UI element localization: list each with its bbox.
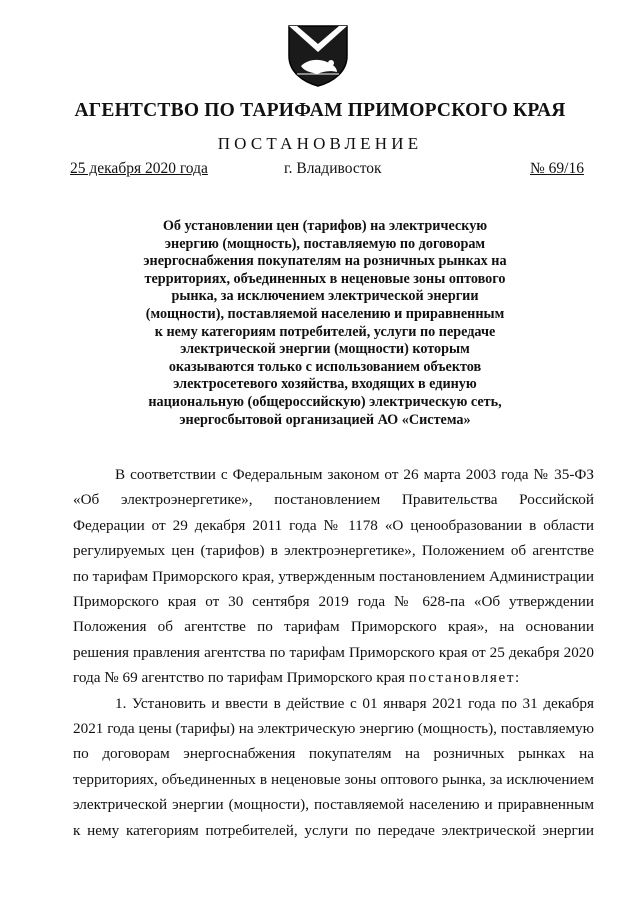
title-line: энергию (мощность), поставляемую по договорам xyxy=(164,235,486,252)
body-line: решения правления агентства по тарифам Приморского края от 25 декабря 2020 xyxy=(73,643,594,661)
body-line: В соответствии с Федеральным законом от 26 марта 2003 года № 35-ФЗ xyxy=(115,466,594,483)
coat-of-arms-icon xyxy=(283,22,353,88)
title-line: энергосбытовой организацией АО «Система» xyxy=(179,411,471,428)
item-line: к нему категориям потребителей, услуги по передаче электрической энергии xyxy=(73,821,594,839)
item-line: электрической энергии (мощности), поставляемой населению и приравненным xyxy=(73,796,594,814)
title-line: Об установлении цен (тарифов) на электрическую xyxy=(162,218,488,234)
document-type: ПОСТАНОВЛЕНИЕ xyxy=(217,134,423,153)
document-number: № 69/16 xyxy=(530,160,584,177)
item-line: 1. Установить и ввести в действие с 01 января 2021 года по 31 декабря xyxy=(115,694,594,712)
document-city: г. Владивосток xyxy=(284,160,382,177)
title-line: энергоснабжения покупателям на розничных рынках на xyxy=(143,253,507,270)
body-line: регулируемых цен (тарифов) в электроэнергетике», Положением об агентстве xyxy=(73,542,594,560)
agency-name: АГЕНТСТВО ПО ТАРИФАМ ПРИМОРСКОГО КРАЯ xyxy=(74,100,566,121)
title-line: рынка, за исключением электрической энергии xyxy=(171,288,479,305)
title-line: территориях, объединенных в неценовые зоны оптового xyxy=(144,270,506,287)
resolves-word: постановляет: xyxy=(408,669,521,687)
title-line: национальную (общероссийскую) электрическую сеть, xyxy=(148,393,502,410)
title-line: оказываются только с использованием объектов xyxy=(168,358,482,375)
body-line-final xyxy=(73,665,594,690)
title-line: электрической энергии (мощности) которым xyxy=(180,341,470,358)
item-line: по договорам энергоснабжения покупателям на розничных рынках на xyxy=(73,745,594,763)
document-date: 25 декабря 2020 года xyxy=(70,160,208,177)
body-line: «Об электроэнергетике», постановлением Правительства Российской xyxy=(73,491,594,509)
body-line: Федерации от 29 декабря 2011 года № 1178 «О ценообразовании в области xyxy=(73,516,594,534)
body-line: по тарифам Приморского края, утвержденным постановлением Администрации xyxy=(73,567,594,585)
item-1-paragraph xyxy=(73,691,594,843)
item-line: 2021 года цены (тарифы) на электрическую энергию (мощность), поставляемую xyxy=(73,720,594,738)
item-line: территориях, объединенных в неценовые зоны оптового рынка, за исключением xyxy=(73,770,594,788)
title-line: (мощности), поставляемой населению и приравненным xyxy=(145,305,505,322)
body-line: Приморского края от 30 сентября 2019 года № 628-па «Об утверждении xyxy=(73,593,594,611)
document-title xyxy=(110,218,540,429)
body-line-text: года № 69 агентство по тарифам Приморского края xyxy=(73,669,406,687)
body-line: Положения об агентстве по тарифам Приморского края», на основании xyxy=(73,618,594,636)
title-line: электросетевого хозяйства, входящих в единую xyxy=(173,376,477,393)
document-body xyxy=(73,462,594,843)
title-line: к нему категориям потребителей, услуги по передаче xyxy=(154,323,496,340)
preamble-paragraph xyxy=(73,462,594,691)
